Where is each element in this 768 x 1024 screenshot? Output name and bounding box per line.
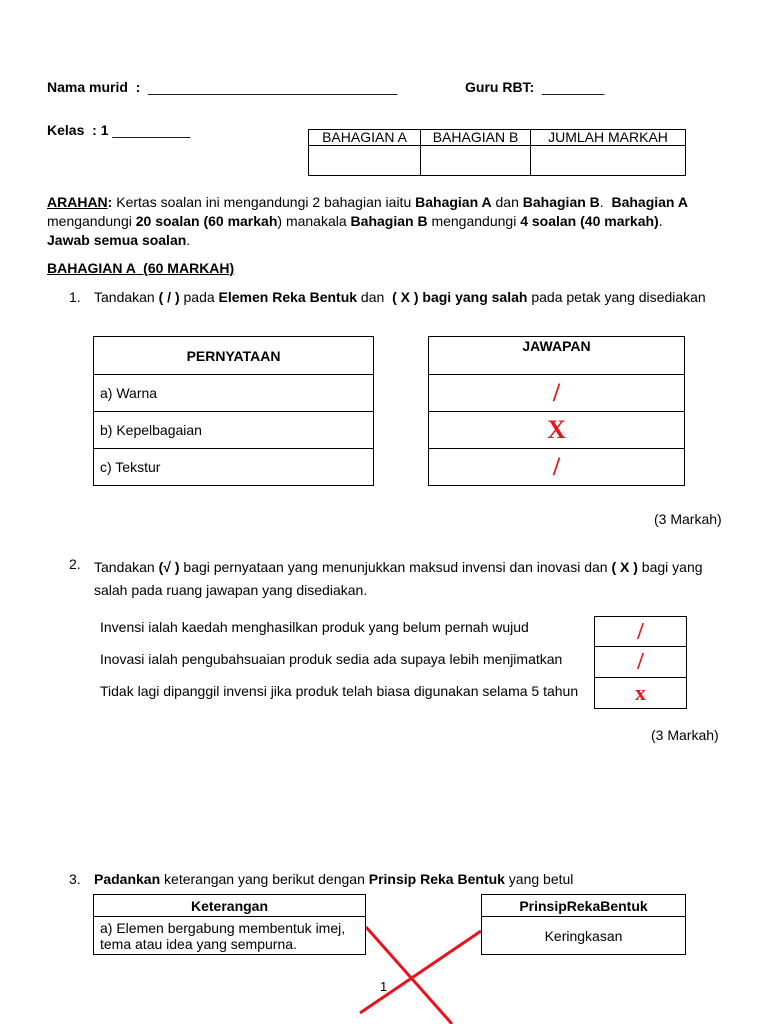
student-name-blank[interactable]: ________________________________ xyxy=(148,79,398,95)
q1-answer-c[interactable]: / xyxy=(429,449,685,486)
q1-prompt: Tandakan ( / ) pada Elemen Reka Bentuk dan ( X ) bagi yang salah pada petak yang disediakan xyxy=(94,289,706,305)
match-line-2 xyxy=(360,931,481,1013)
q2-number: 2. xyxy=(69,556,81,572)
score-header-part-b: BAHAGIAN B xyxy=(421,130,531,146)
q1-statement-a: a) Warna xyxy=(94,375,374,412)
page-number: 1 xyxy=(380,979,388,994)
student-name-label: Nama murid : ________________________________ xyxy=(47,79,398,95)
q1-statement-c: c) Tekstur xyxy=(94,449,374,486)
class-label: Kelas : 1 __________ xyxy=(47,122,191,138)
q3-principle-header: PrinsipRekaBentuk xyxy=(482,895,686,917)
q2-prompt: Tandakan (√ ) bagi pernyataan yang menunjukkan maksud invensi dan inovasi dan ( X ) bagi yang salah pada ruang jawapan yang disediakan. xyxy=(94,559,703,598)
teacher-blank[interactable]: ________ xyxy=(542,79,605,95)
q2-statement-2: Inovasi ialah pengubahsuaian produk sedia ada supaya lebih menjimatkan xyxy=(100,651,563,667)
q3-description-a: a) Elemen bergabung membentuk imej, tema atau idea yang sempurna. xyxy=(94,917,366,955)
q2-statement-3: Tidak lagi dipanggil invensi jika produk telah biasa digunakan selama 5 tahun xyxy=(100,683,579,699)
q3-prompt: Padankan keterangan yang berikut dengan Prinsip Reka Bentuk yang betul xyxy=(94,871,574,887)
q1-statement-b: b) Kepelbagaian xyxy=(94,412,374,449)
q1-answer-b[interactable]: X xyxy=(429,412,685,449)
q2-answer-3[interactable]: x xyxy=(595,678,687,709)
q2-answer-2[interactable]: / xyxy=(595,647,687,678)
q2-answer-1[interactable]: / xyxy=(595,617,687,647)
score-header-total: JUMLAH MARKAH xyxy=(531,130,686,146)
q1-number: 1. xyxy=(69,289,81,305)
teacher-label: Guru RBT: ________ xyxy=(465,79,605,95)
class-blank[interactable]: __________ xyxy=(112,122,191,138)
q3-principle-cell[interactable]: Keringkasan xyxy=(482,917,686,955)
instructions: ARAHAN: Kertas soalan ini mengandungi 2 bahagian iaitu Bahagian A dan Bahagian B. Bahagian A mengandungi 20 soalan (60 markah) manakala Bahagian B mengandungi 4 soalan (40 markah). Jawab semua soalan. xyxy=(47,194,688,248)
q1-marks: (3 Markah) xyxy=(654,511,722,527)
q1-answer-a[interactable]: / xyxy=(429,375,685,412)
q3-number: 3. xyxy=(69,871,81,887)
q3-description-header: Keterangan xyxy=(94,895,366,917)
section-a-title: BAHAGIAN A (60 MARKAH) xyxy=(47,260,235,276)
q1-statement-header: PERNYATAAN xyxy=(94,337,374,375)
q2-marks: (3 Markah) xyxy=(651,727,719,743)
q1-answer-header: JAWAPAN xyxy=(429,337,685,375)
q2-statement-1: Invensi ialah kaedah menghasilkan produk yang belum pernah wujud xyxy=(100,619,529,635)
score-header-part-a: BAHAGIAN A xyxy=(309,130,421,146)
match-line-1 xyxy=(366,927,452,1024)
